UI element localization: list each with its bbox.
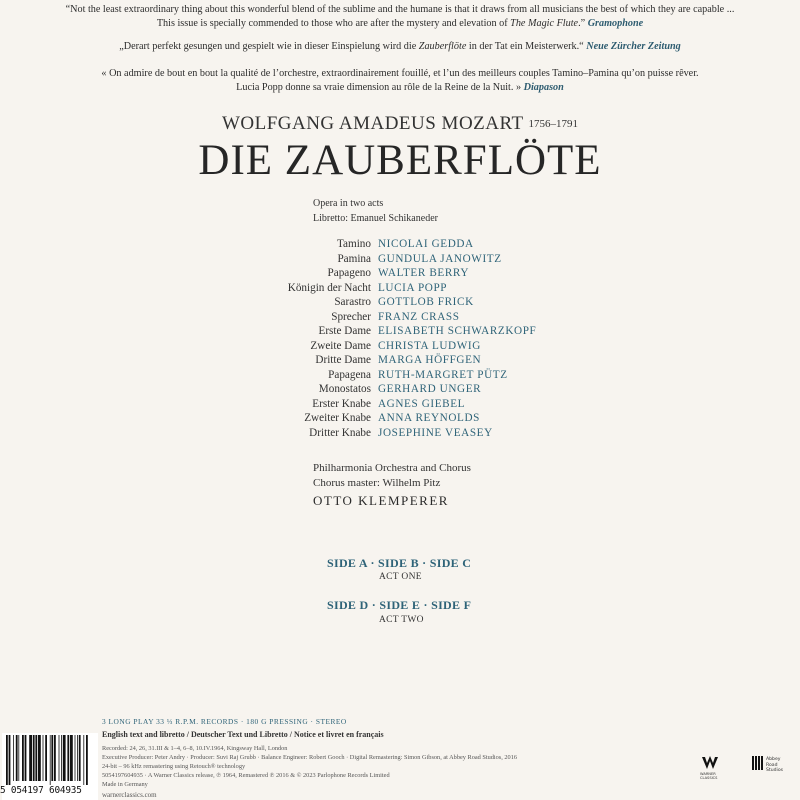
cast-row — [230, 339, 630, 354]
barcode-bar — [75, 735, 76, 781]
quote-gramophone-line2 — [0, 17, 800, 31]
barcode-bar — [86, 735, 88, 785]
made-in: Made in Germany — [102, 781, 148, 788]
abbey-road-logo-icon — [752, 756, 764, 770]
warner-w-logo-icon — [700, 756, 730, 770]
producer-credits: Executive Producer: Peter Andry · Producer: Suvi Raj Grubb · Balance Engineer: Robert Gooch · Digital Remastering: Simon Gibson, at Abbey Road Studios, 2016 — [102, 754, 517, 761]
cast-role: Zweiter Knabe — [304, 412, 371, 424]
conductor: OTTO KLEMPERER — [313, 493, 449, 508]
languages-info: English text and libretto / Deutscher Text und Libretto / Notice et livret en français — [102, 730, 384, 739]
cast-row — [230, 426, 630, 441]
cast-singer: GOTTLOB FRICK — [378, 296, 474, 308]
cast-row — [230, 397, 630, 412]
cast-role: Monostatos — [318, 383, 371, 395]
quote-gramophone-line1: “Not the least extraordinary thing about this wonderful blend of the sublime and the humane is that it draws from all musicians the best of which they are capable ... — [65, 4, 735, 15]
act-one-label: ACT ONE — [379, 572, 422, 582]
cast-row — [230, 237, 630, 252]
cast-singer: ELISABETH SCHWARZKOPF — [378, 325, 537, 337]
remaster-info: 24-bit – 96 kHz remastering using Retouch® technology — [102, 763, 246, 770]
quote-text: „Derart perfekt gesungen und gespielt wie in dieser Einspielung wird die — [119, 41, 419, 52]
composer-years: 1756–1791 — [528, 118, 579, 130]
cast-row — [230, 368, 630, 383]
quote-text: Lucia Popp donne sa vraie dimension au rôle de la Reine de la Nuit. » — [236, 82, 524, 93]
cast-role: Erster Knabe — [312, 397, 371, 410]
catalog-info: 5054197604935 · A Warner Classics release, ℗ 1964, Remastered ℗ 2016 & © 2023 Parlophone Records Limited — [102, 772, 390, 779]
cast-singer: GERHARD UNGER — [378, 383, 482, 395]
barcode-bar — [18, 735, 19, 781]
cast-singer: NICOLAI GEDDA — [378, 238, 474, 250]
barcode-bar — [22, 735, 24, 781]
barcode-bar — [79, 735, 81, 781]
quote-source: Gramophone — [587, 18, 644, 29]
quote-source: Neue Zürcher Zeitung — [586, 41, 681, 52]
barcode-digits: 5 054197 604935 — [0, 785, 82, 796]
cast-role: Sprecher — [331, 310, 371, 323]
barcode-bar — [33, 735, 35, 781]
cast-row — [230, 295, 630, 310]
barcode-bar — [67, 735, 69, 781]
composer-heading — [0, 113, 800, 135]
cast-singer: RUTH-MARGRET PÜTZ — [378, 368, 508, 381]
barcode-bar — [50, 735, 51, 785]
cast-role: Tamino — [336, 238, 371, 250]
opera-title: DIE ZAUBERFLÖTE — [198, 137, 602, 184]
barcode-bar — [38, 735, 41, 781]
barcode-bar — [35, 735, 37, 781]
cast-singer: CHRISTA LUDWIG — [378, 339, 481, 352]
cast-role: Papageno — [327, 267, 371, 279]
cast-role: Dritte Dame — [315, 354, 371, 366]
quote-gramophone — [0, 3, 800, 31]
quote-diapason-line1: « On admire de bout en bout la qualité de l’orchestre, extraordinairement fouillé, et l’un des meilleurs couples Tamino–Pamina qu’on puisse rêver. — [101, 68, 699, 79]
cast-row — [230, 382, 630, 397]
format-info: 3 LONG PLAY 33 ⅓ R.P.M. RECORDS · 180 G PRESSING · STEREO — [102, 717, 347, 726]
cast-row — [230, 310, 630, 325]
quote-diapason-line2 — [0, 81, 800, 95]
barcode-bar — [61, 735, 62, 781]
cast-singer: GUNDULA JANOWITZ — [378, 252, 502, 265]
barcode-bar — [54, 735, 56, 781]
barcode-bar — [16, 735, 18, 781]
cast-role: Sarastro — [334, 296, 371, 308]
quote-diapason — [0, 67, 800, 95]
cast-singer: WALTER BERRY — [378, 267, 470, 279]
cast-singer: ANNA REYNOLDS — [378, 412, 480, 424]
barcode-bar — [43, 735, 44, 781]
website: warnerclassics.com — [102, 791, 157, 799]
barcode-bar — [51, 735, 53, 781]
cast-role: Pamina — [337, 252, 371, 265]
cast-singer: AGNES GIEBEL — [378, 397, 466, 410]
cast-row — [230, 353, 630, 368]
barcode-bar — [29, 735, 32, 781]
chorus-master: Chorus master: Wilhelm Pitz — [313, 477, 441, 489]
side-label-act-one: SIDE A · SIDE B · SIDE C — [327, 556, 472, 570]
recording-info: Recorded: 24, 26, 31.III & 1–4, 6–8, 10.IV.1964, Kingsway Hall, London — [102, 745, 288, 752]
cast-row — [230, 411, 630, 426]
cast-row — [230, 324, 630, 339]
barcode-bar — [9, 735, 11, 785]
cast-row — [230, 281, 630, 296]
cast-row — [230, 266, 630, 281]
orchestra: Philharmonia Orchestra and Chorus — [313, 462, 471, 474]
cast-singer: JOSEPHINE VEASEY — [378, 426, 493, 439]
cast-singer: FRANZ CRASS — [378, 310, 460, 323]
barcode-bar — [13, 735, 14, 781]
cast-singer: LUCIA POPP — [378, 281, 448, 294]
act-two-label: ACT TWO — [379, 615, 424, 625]
quote-text: in der Tat ein Meisterwerk.“ — [466, 41, 587, 52]
barcode-bar — [70, 735, 73, 781]
composer-name: WOLFGANG AMADEUS MOZART — [221, 113, 524, 134]
side-label-act-two: SIDE D · SIDE E · SIDE F — [327, 598, 472, 612]
cast-role: Zweite Dame — [310, 339, 371, 352]
barcode-bar — [63, 735, 66, 781]
cast-role: Papagena — [328, 368, 371, 381]
barcode-bar — [45, 735, 47, 781]
cast-role: Erste Dame — [318, 325, 371, 337]
barcode-bar — [6, 735, 8, 785]
barcode-bar — [59, 735, 60, 781]
quote-italic: The Magic Flute — [510, 18, 579, 29]
cast-row — [230, 252, 630, 267]
quote-text: .” — [578, 18, 588, 29]
libretto-credit: Libretto: Emanuel Schikaneder — [313, 213, 438, 224]
quote-nzz — [0, 40, 800, 54]
warner-classics-text: WARNER CLASSICS — [700, 772, 718, 780]
barcode-bar — [77, 735, 78, 781]
barcode-bar — [25, 735, 27, 781]
quote-italic: Zauberflöte — [418, 41, 467, 52]
cast-role: Dritter Knabe — [309, 426, 371, 439]
cast-role: Königin der Nacht — [287, 281, 371, 294]
opera-subtitle: Opera in two acts — [313, 198, 384, 209]
cast-list — [230, 237, 630, 440]
abbey-road-text: Abbey Road Studios — [766, 757, 784, 773]
quote-text: This issue is specially commended to those who are after the mystery and elevation of — [156, 18, 511, 29]
barcode-bar — [83, 735, 84, 785]
quote-source: Diapason — [523, 82, 564, 93]
cast-singer: MARGA HÖFFGEN — [378, 354, 482, 366]
